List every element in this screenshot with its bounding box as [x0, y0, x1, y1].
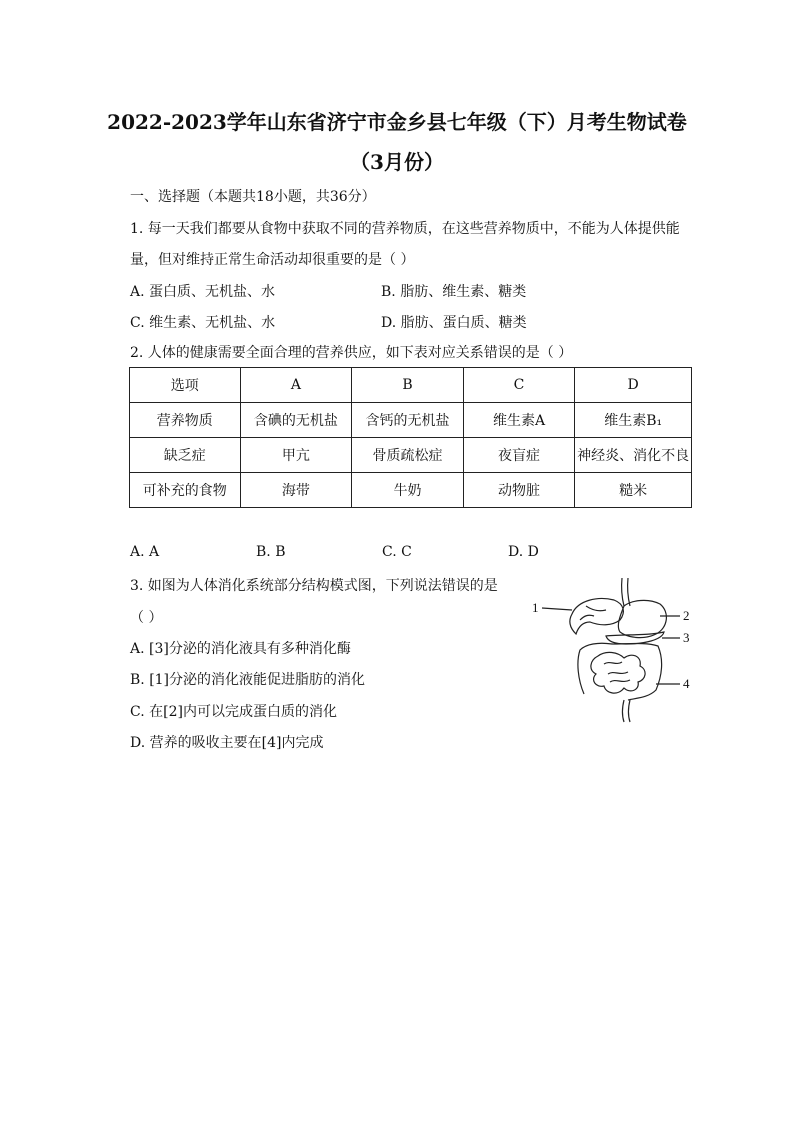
q3-stem-line1: 3. 如图为人体消化系统部分结构模式图，下列说法错误的是 — [130, 578, 498, 594]
table-cell: 骨质疏松症 — [352, 438, 464, 473]
table-cell: 夜盲症 — [463, 438, 575, 473]
table-cell: C — [463, 368, 575, 403]
table-row — [130, 438, 692, 473]
exam-title-line1: 2022-2023学年山东省济宁市金乡县七年级（下）月考生物试卷 — [107, 110, 687, 134]
nutrition-table — [129, 367, 692, 508]
q1-stem-line2: 量，但对维持正常生命活动却很重要的是（ ） — [130, 252, 415, 268]
q3-stem-line2: （ ） — [130, 610, 163, 626]
pancreas-shape — [606, 632, 664, 644]
q2-option-a: A. A — [130, 544, 160, 560]
table-cell: 甲亢 — [240, 438, 352, 473]
small-intestine-coils — [604, 662, 630, 682]
table-cell: 含碘的无机盐 — [240, 403, 352, 438]
figure-label-4: 4 — [683, 676, 690, 691]
table-row — [130, 403, 692, 438]
q3-option-c: C. 在[2]内可以完成蛋白质的消化 — [130, 704, 337, 720]
stomach-shape — [618, 600, 666, 637]
table-row — [130, 473, 692, 508]
table-cell: 缺乏症 — [130, 438, 241, 473]
table-cell: 神经炎、消化不良 — [575, 438, 692, 473]
q1-stem-line1: 1. 每一天我们都要从食物中获取不同的营养物质，在这些营养物质中，不能为人体提供能 — [130, 221, 680, 237]
section-heading: 一、选择题（本题共18小题，共36分） — [130, 189, 376, 205]
table-cell: 糙米 — [575, 473, 692, 508]
esophagus-shape — [622, 578, 630, 606]
q1-option-c: C. 维生素、无机盐、水 — [130, 315, 276, 331]
table-cell: 选项 — [130, 368, 241, 403]
q1-option-b: B. 脂肪、维生素、糖类 — [381, 284, 527, 300]
q2-option-d: D. D — [508, 544, 539, 560]
figure-label-3: 3 — [683, 630, 690, 645]
q3-option-d: D. 营养的吸收主要在[4]内完成 — [130, 735, 324, 751]
table-cell: 维生素B₁ — [575, 403, 692, 438]
table-cell: 海带 — [240, 473, 352, 508]
q3-option-a: A. [3]分泌的消化液具有多种消化酶 — [130, 641, 351, 657]
table-cell: A — [240, 368, 352, 403]
q1-option-a: A. 蛋白质、无机盐、水 — [130, 284, 276, 300]
figure-label-2: 2 — [683, 608, 690, 623]
table-row — [130, 368, 692, 403]
rectum-shape — [623, 700, 631, 722]
table-cell: 动物脏 — [463, 473, 575, 508]
figure-label-1: 1 — [532, 600, 539, 615]
table-cell: 维生素A — [463, 403, 575, 438]
liver-detail — [580, 606, 606, 620]
digestive-system-diagram — [528, 576, 698, 726]
table-cell: D — [575, 368, 692, 403]
q2-option-c: C. C — [382, 544, 412, 560]
table-cell: B — [352, 368, 464, 403]
q3-option-b: B. [1]分泌的消化液能促进脂肪的消化 — [130, 672, 366, 688]
table-cell: 牛奶 — [352, 473, 464, 508]
table-cell: 可补充的食物 — [130, 473, 241, 508]
exam-title-line2: （3月份） — [350, 150, 444, 174]
label-line-1 — [542, 608, 572, 610]
q1-option-d: D. 脂肪、蛋白质、糖类 — [381, 315, 527, 331]
table-cell: 含钙的无机盐 — [352, 403, 464, 438]
table-cell: 营养物质 — [130, 403, 241, 438]
q2-stem: 2. 人体的健康需要全面合理的营养供应，如下表对应关系错误的是（ ） — [130, 345, 573, 361]
liver-shape — [570, 599, 623, 634]
q2-option-b: B. B — [256, 544, 286, 560]
